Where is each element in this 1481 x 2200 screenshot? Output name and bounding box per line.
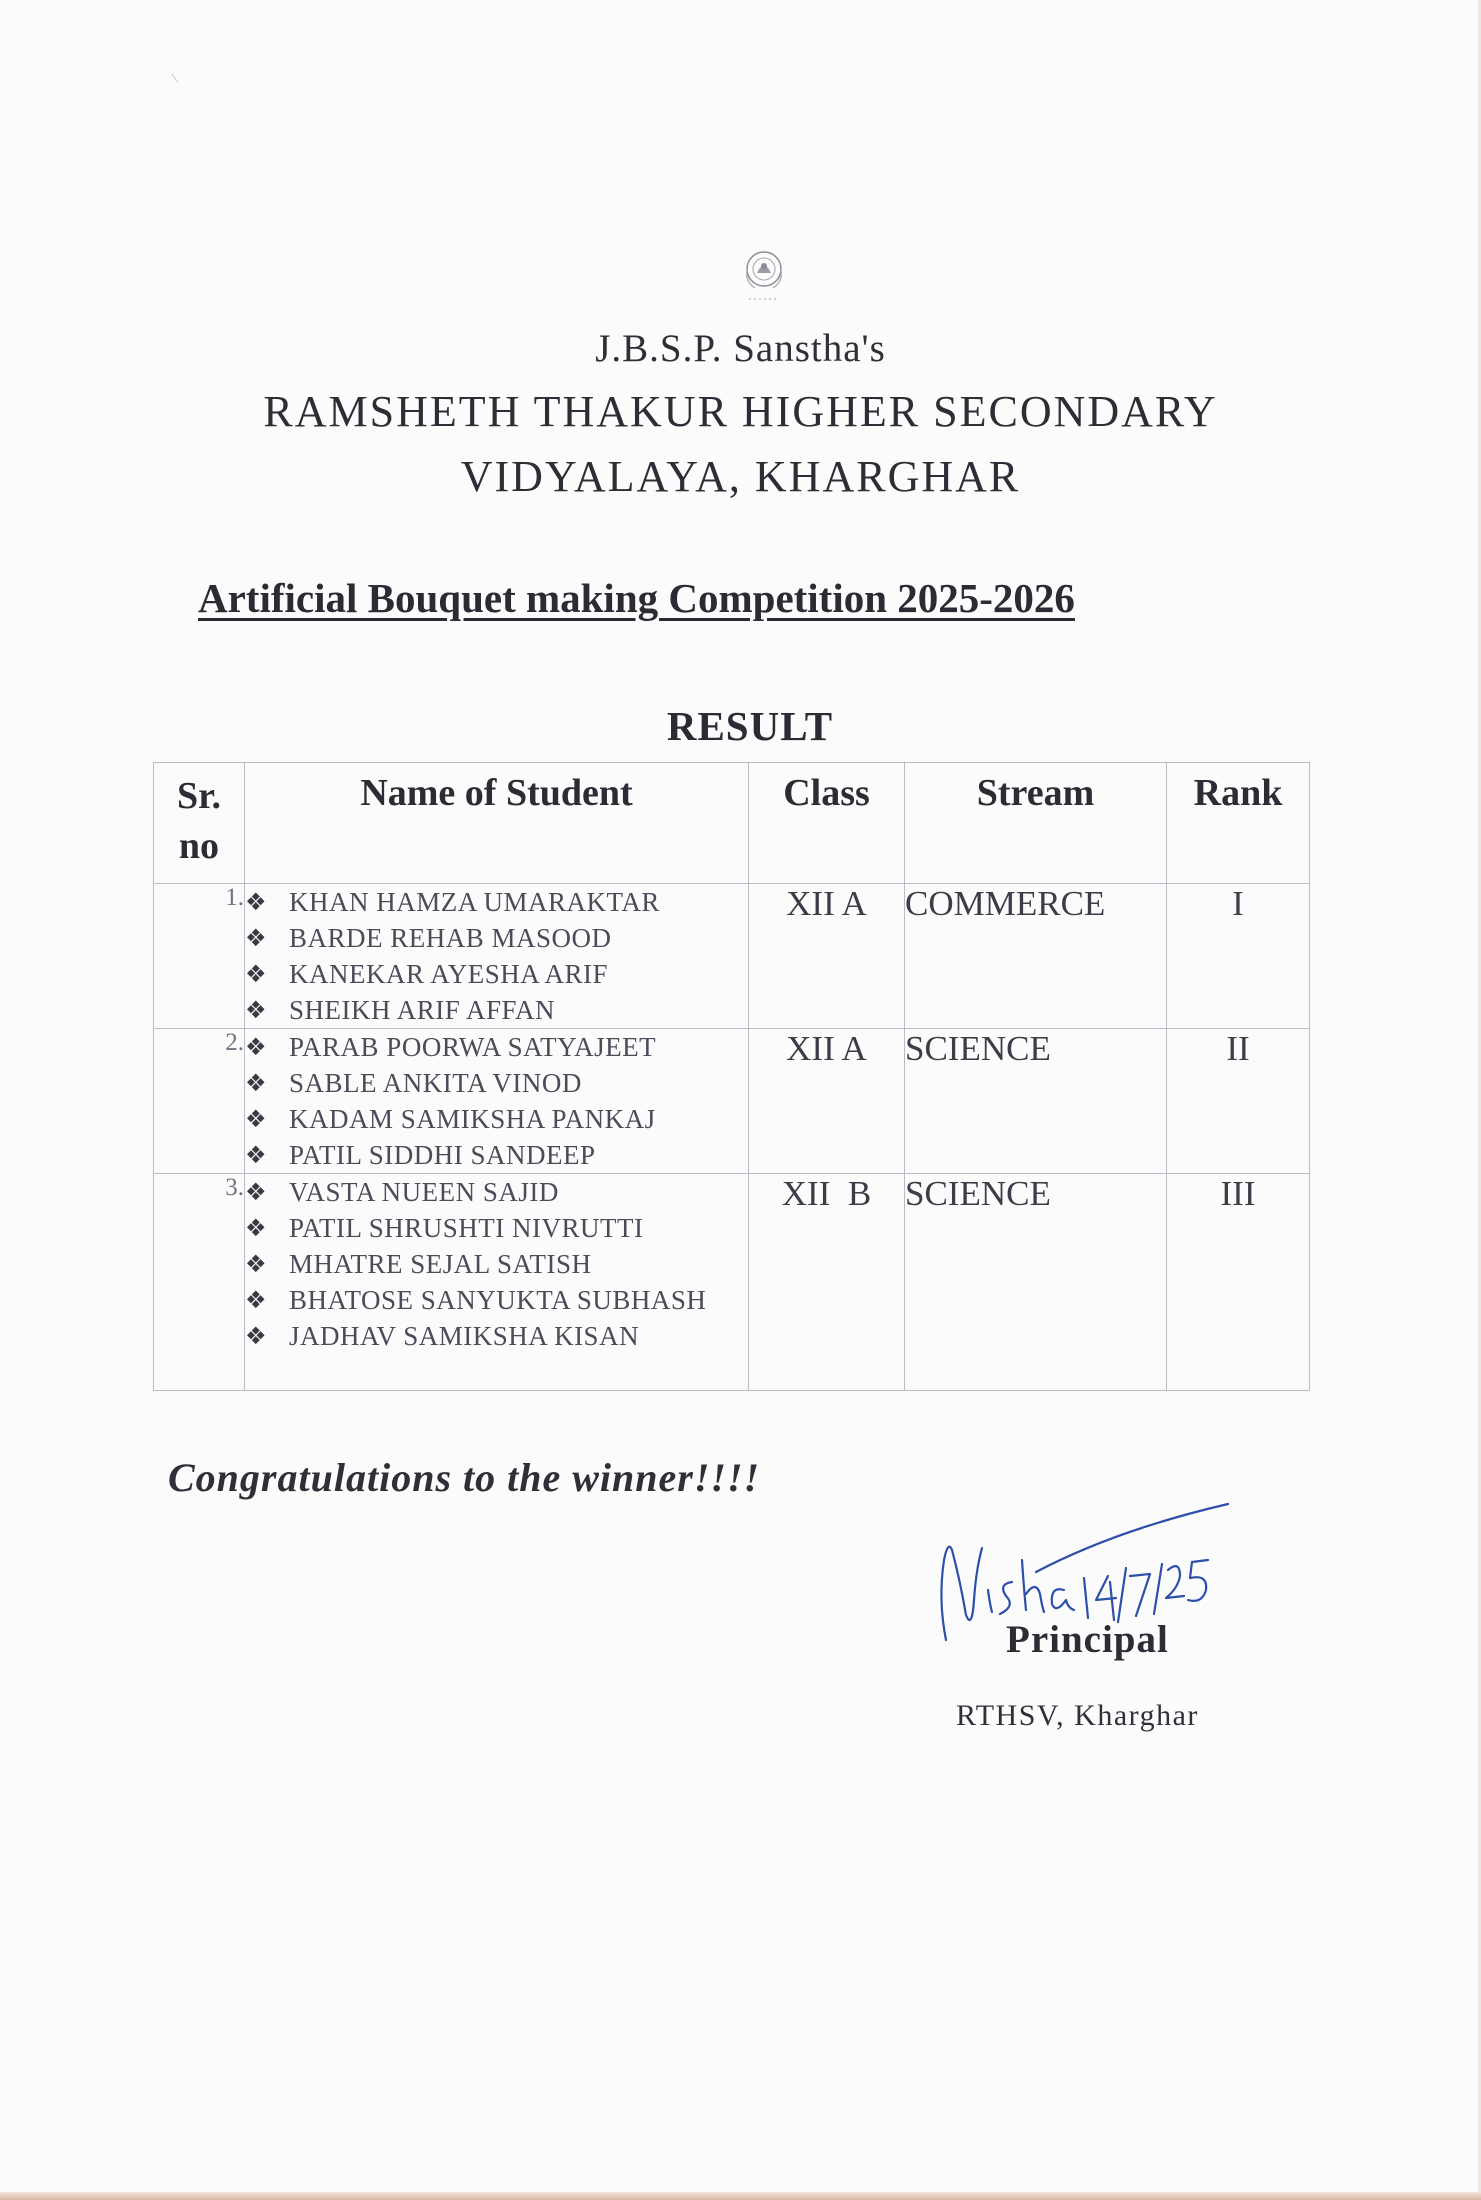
four-diamond-bullet-icon: ❖ [245,888,268,916]
four-diamond-bullet-icon: ❖ [245,960,268,988]
principal-title: Principal [1006,1618,1169,1661]
student-name: KADAM SAMIKSHA PANKAJ [289,1104,656,1134]
four-diamond-bullet-icon: ❖ [245,1250,268,1278]
sr-no-cell: 2. [154,1029,245,1174]
institution-name: RTHSV, Kharghar [956,1699,1199,1732]
school-name-line-1: RAMSHETH THAKUR HIGHER SECONDARY [263,387,1218,436]
scan-speck [172,71,182,82]
class-cell: XII B [749,1174,905,1391]
list-item [245,1174,748,1210]
result-heading: RESULT [666,703,834,749]
table-row [154,884,1310,1029]
header-class: Class [749,763,905,884]
list-item [245,1101,748,1137]
student-list [245,1174,748,1354]
sr-no-cell: 3. [154,1174,245,1391]
list-item [245,1137,748,1173]
stream-cell: COMMERCE [905,884,1167,1029]
table-header-row [154,763,1310,884]
rank-cell: III [1167,1174,1310,1391]
list-item [245,992,748,1028]
rank-cell: I [1167,884,1310,1029]
list-item [245,1282,748,1318]
school-emblem-icon [735,244,793,310]
student-names-cell [245,1174,749,1391]
student-name: PATIL SHRUSHTI NIVRUTTI [289,1213,644,1243]
header-sr-no: Sr. no [154,763,245,884]
list-item [245,884,748,920]
student-name: VASTA NUEEN SAJID [289,1177,559,1207]
four-diamond-bullet-icon: ❖ [245,1322,268,1350]
list-item [245,1029,748,1065]
list-item [245,1246,748,1282]
list-item [245,1065,748,1101]
list-item [245,1210,748,1246]
four-diamond-bullet-icon: ❖ [245,1214,268,1242]
student-name: PARAB POORWA SATYAJEET [289,1032,657,1062]
student-name: KANEKAR AYESHA ARIF [289,959,609,989]
four-diamond-bullet-icon: ❖ [245,996,268,1024]
student-name: MHATRE SEJAL SATISH [289,1249,592,1279]
student-name: KHAN HAMZA UMARAKTAR [289,887,660,917]
stream-cell: SCIENCE [905,1174,1167,1391]
sr-no-cell: 1. [154,884,245,1029]
list-item [245,1318,748,1354]
competition-title: Artificial Bouquet making Competition 2025-2026 [198,575,1075,621]
four-diamond-bullet-icon: ❖ [245,1286,268,1314]
result-table [153,762,1310,1391]
student-name: BHATOSE SANYUKTA SUBHASH [289,1285,707,1315]
list-item [245,956,748,992]
student-name: SHEIKH ARIF AFFAN [289,995,556,1025]
student-list [245,1029,748,1173]
four-diamond-bullet-icon: ❖ [245,1069,268,1097]
table-row [154,1029,1310,1174]
four-diamond-bullet-icon: ❖ [245,1033,268,1061]
school-name-line-2: VIDYALAYA, KHARGHAR [460,452,1021,501]
congratulations-message: Congratulations to the winner!!!! [168,1455,761,1500]
class-cell: XII A [749,1029,905,1174]
student-name: PATIL SIDDHI SANDEEP [289,1140,596,1170]
header-stream: Stream [905,763,1167,884]
stream-cell: SCIENCE [905,1029,1167,1174]
four-diamond-bullet-icon: ❖ [245,924,268,952]
table-row [154,1174,1310,1391]
student-names-cell [245,1029,749,1174]
four-diamond-bullet-icon: ❖ [245,1141,268,1169]
sanstha-name: J.B.S.P. Sanstha's [595,327,886,370]
four-diamond-bullet-icon: ❖ [245,1105,268,1133]
list-item [245,920,748,956]
four-diamond-bullet-icon: ❖ [245,1178,268,1206]
student-list [245,884,748,1028]
class-cell: XII A [749,884,905,1029]
student-names-cell [245,884,749,1029]
header-rank: Rank [1167,763,1310,884]
student-name: SABLE ANKITA VINOD [289,1068,582,1098]
header-name-of-student: Name of Student [245,763,749,884]
page-edge [0,2192,1481,2200]
rank-cell: II [1167,1029,1310,1174]
student-name: JADHAV SAMIKSHA KISAN [289,1321,640,1351]
student-name: BARDE REHAB MASOOD [289,923,612,953]
